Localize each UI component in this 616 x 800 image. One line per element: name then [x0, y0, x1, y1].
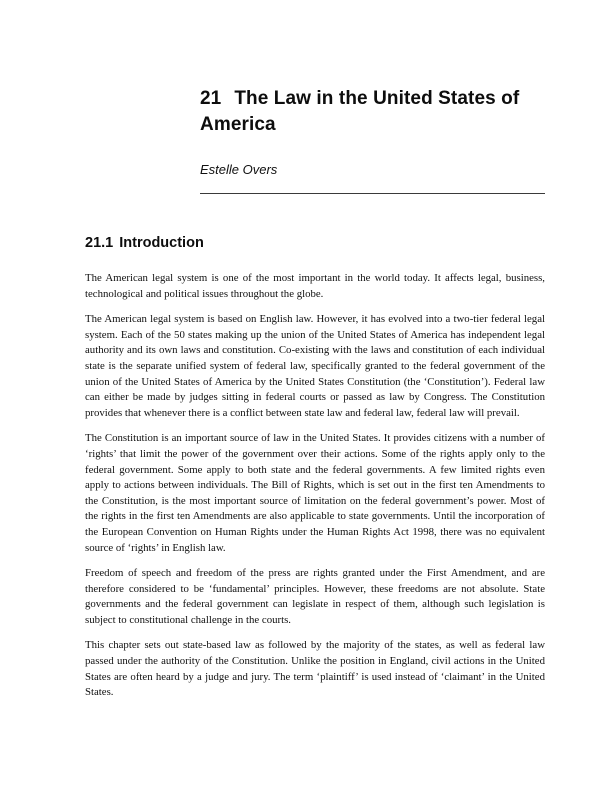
- header-divider: [200, 193, 545, 194]
- paragraph-intro-importance: The American legal system is one of the most important in the world today. It affects legal, business, technological and political issues throughout the globe.: [85, 272, 545, 300]
- section-number: 21.1: [85, 235, 114, 251]
- section-heading: [85, 234, 545, 252]
- paragraph-constitution-rights: The Constitution is an important source of law in the United States. It provides citizens with a number of ‘rights’ that limit the power of the government over their actions. Some of the rights apply only to the federal government. Some apply to both state and the federal governments. A few limited rights even apply to actions between individuals. The Bill of Rights, which is set out in the first ten Amendments to the Constitution, is the most important source of limitation on the federal government’s power. Most of the rights in the first ten Amendments are also applicable to state governments. Until the incorporation of the European Convention on Human Rights under the Human Rights Act 1998, there was no equivalent source of ‘rights’ in English law.: [85, 432, 545, 554]
- chapter-title-heading: [200, 86, 545, 138]
- section-title-text: Introduction: [119, 235, 204, 251]
- paragraph-first-amendment: Freedom of speech and freedom of the press are rights granted under the First Amendment, and are therefore considered to be ‘fundamental’ principles. However, these freedoms are not absolute. State governments and the federal government can legislate in respect of them, although such legislation is subject to constitutional challenge in the courts.: [85, 567, 545, 626]
- paragraph-two-tier-system: The American legal system is based on English law. However, it has evolved into a two-tier federal legal system. Each of the 50 states making up the union of the United States of America has independent legal authority and its own laws and constitution. Co-existing with the laws and constitution of each individual state is the separate unified system of federal law, specifically granted to the federal government of the union of the United States of America by the United States Constitution (the ‘Constitution’). Federal law can either be made by judges sitting in federal courts or passed as law by Congress. The Constitution provides that whenever there is a conflict between state law and federal law, federal law will prevail.: [85, 313, 545, 419]
- chapter-header: [200, 86, 545, 194]
- author-name: Estelle Overs: [200, 162, 278, 177]
- paragraph-chapter-scope: This chapter sets out state-based law as followed by the majority of the states, as well as federal law passed under the authority of the Constitution. Unlike the position in England, civil actions in the United States are often heard by a judge and jury. The term ‘plaintiff’ is used instead of ‘claimant’ in the United States.: [85, 639, 545, 699]
- chapter-title-text: The Law in the United States of America: [200, 88, 520, 135]
- chapter-number: 21: [200, 88, 222, 109]
- chapter-content: [85, 234, 545, 701]
